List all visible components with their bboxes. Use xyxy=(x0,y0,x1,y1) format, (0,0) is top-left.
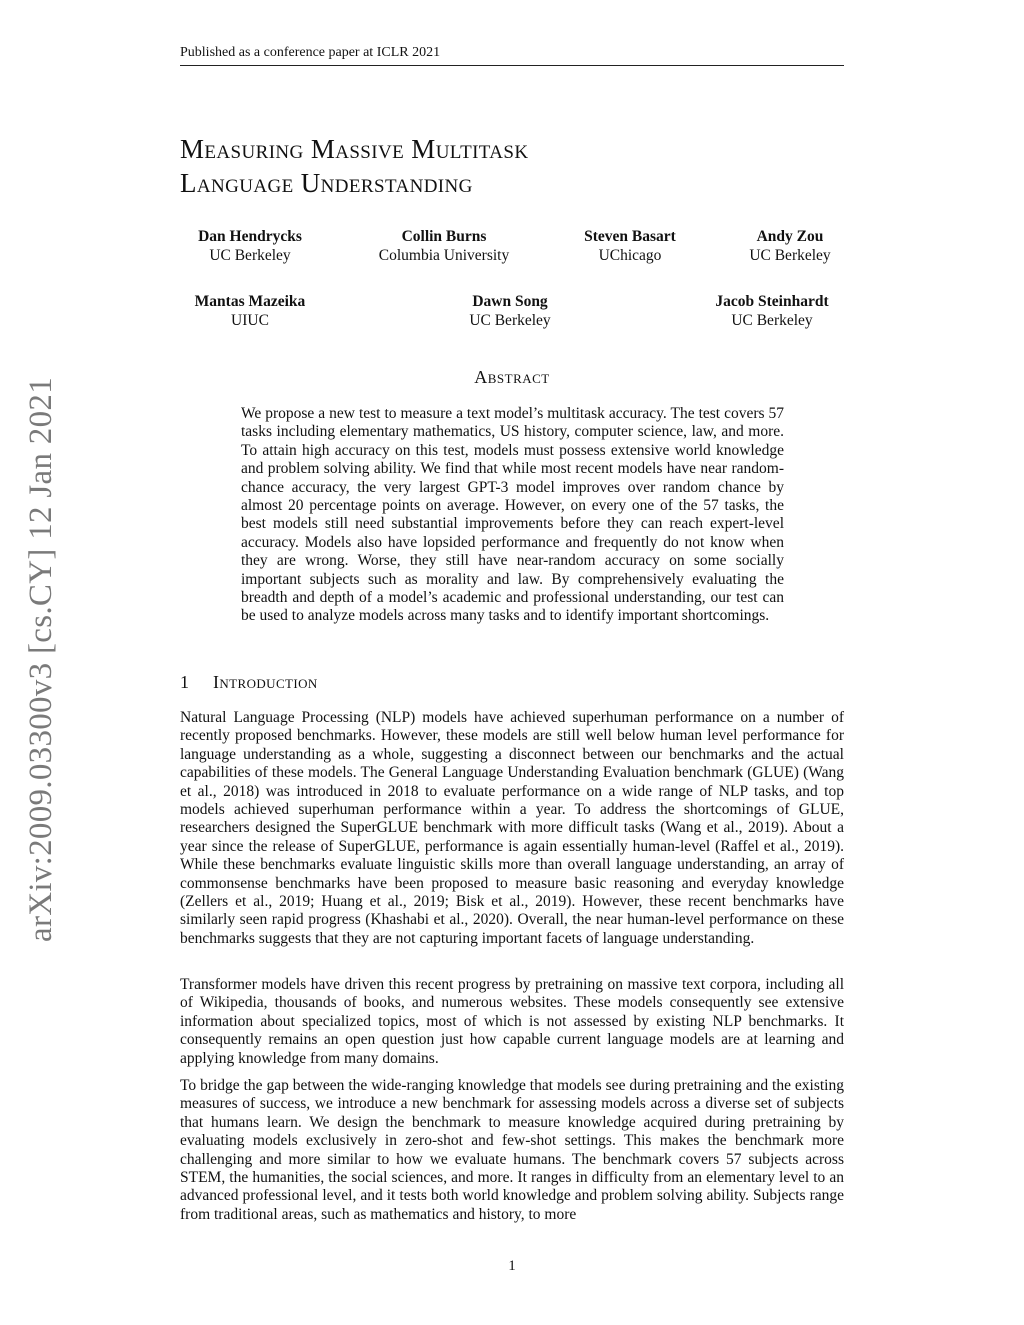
author-block xyxy=(440,292,580,330)
author-block xyxy=(700,292,844,330)
author-affiliation: UIUC xyxy=(231,312,269,329)
section-number: 1 xyxy=(180,672,190,692)
author-affiliation: UC Berkeley xyxy=(749,247,831,264)
author-name: Dawn Song xyxy=(472,293,548,310)
intro-paragraph-2: Transformer models have driven this recent progress by pretraining on massive text corpora, including all of Wikipedia, thousands of books, and numerous websites. These models consequently see extensive information about specialized topics, most of which is not assessed by existing NLP benchmarks. It consequently remains an open question just how capable current language models are at learning and applying knowledge from many domains. xyxy=(180,976,844,1067)
running-header: Published as a conference paper at ICLR 2021 xyxy=(180,44,844,66)
arxiv-identifier-stamp[interactable]: arXiv:2009.03300v3 [cs.CY] 12 Jan 2021 xyxy=(23,376,59,942)
author-affiliation: UC Berkeley xyxy=(209,247,291,264)
page-number: 1 xyxy=(508,1258,516,1274)
section-title: Introduction xyxy=(213,672,318,692)
title-line-1: Measuring Massive Multitask xyxy=(180,134,529,164)
author-block xyxy=(735,227,845,265)
author-name: Andy Zou xyxy=(756,228,824,245)
author-block xyxy=(180,292,320,330)
abstract-text: We propose a new test to measure a text model’s multitask accuracy. The test covers 57 tasks including elementary mathematics, US history, computer science, law, and more. To attain high accuracy on this test, models must possess extensive world knowledge and problem solving ability. We find that while most recent models have near random-chance accuracy, the very largest GPT-3 model improves over random chance by almost 20 percentage points on average. However, on every one of the 57 tasks, the best models still need substantial improvements before they can reach expert-level accuracy. Models also have lopsided performance and frequently do not know when they are wrong. Worse, they still have near-random accuracy on some socially important subjects such as morality and law. By comprehensively evaluating the breadth and depth of a model’s academic and professional understanding, our test can be used to analyze models across many tasks and to identify important shortcomings. xyxy=(241,405,784,625)
author-affiliation: UChicago xyxy=(598,247,662,264)
author-block xyxy=(180,227,320,265)
intro-paragraph-1: Natural Language Processing (NLP) models have achieved superhuman performance on a number of recently proposed benchmarks. However, these models are still well below human level performance for language understanding as a whole, suggesting a disconnect between our benchmarks and the actual capabilities of these models. The General Language Understanding Evaluation benchmark (GLUE) (Wang et al., 2018) was introduced in 2018 to evaluate performance on a wide range of NLP tasks, and top models achieved superhuman performance within a year. To address the shortcomings of GLUE, researchers designed the SuperGLUE benchmark with more difficult tasks (Wang et al., 2019). About a year since the release of SuperGLUE, performance is again essentially human-level (Raffel et al., 2019). While these benchmarks evaluate linguistic skills more than overall language understanding, an array of commonsense benchmarks have been proposed to measure basic reasoning and everyday knowledge (Zellers et al., 2019; Huang et al., 2019; Bisk et al., 2019). However, these recent benchmarks have similarly seen rapid progress (Khashabi et al., 2020). Overall, the near human-level performance on these benchmarks suggests that they are not capturing important facets of language understanding. xyxy=(180,709,844,947)
author-block xyxy=(565,227,695,265)
section-heading-introduction xyxy=(180,672,844,693)
author-name: Jacob Steinhardt xyxy=(715,293,829,310)
author-name: Mantas Mazeika xyxy=(194,293,306,310)
abstract-heading: Abstract xyxy=(474,367,550,387)
author-name: Collin Burns xyxy=(401,228,487,245)
author-affiliation: UC Berkeley xyxy=(469,312,551,329)
author-affiliation: Columbia University xyxy=(378,247,510,264)
intro-paragraph-3: To bridge the gap between the wide-ranging knowledge that models see during pretraining and the existing measures of success, we introduce a new benchmark for assessing models across a diverse set of subjects that humans learn. We design the benchmark to measure knowledge acquired during pretraining by evaluating models exclusively in zero-shot and few-shot settings. This makes the benchmark more challenging and more similar to how we evaluate humans. The benchmark covers 57 subjects across STEM, the humanities, the social sciences, and more. It ranges in difficulty from an elementary level to an advanced professional level, and it tests both world knowledge and problem solving ability. Subjects range from traditional areas, such as mathematics and history, to more xyxy=(180,1077,844,1223)
paper-title xyxy=(180,132,844,200)
title-line-2: Language Understanding xyxy=(180,168,473,198)
author-affiliation: UC Berkeley xyxy=(731,312,813,329)
author-block xyxy=(354,227,534,265)
author-name: Dan Hendrycks xyxy=(198,228,302,245)
author-name: Steven Basart xyxy=(584,228,676,245)
